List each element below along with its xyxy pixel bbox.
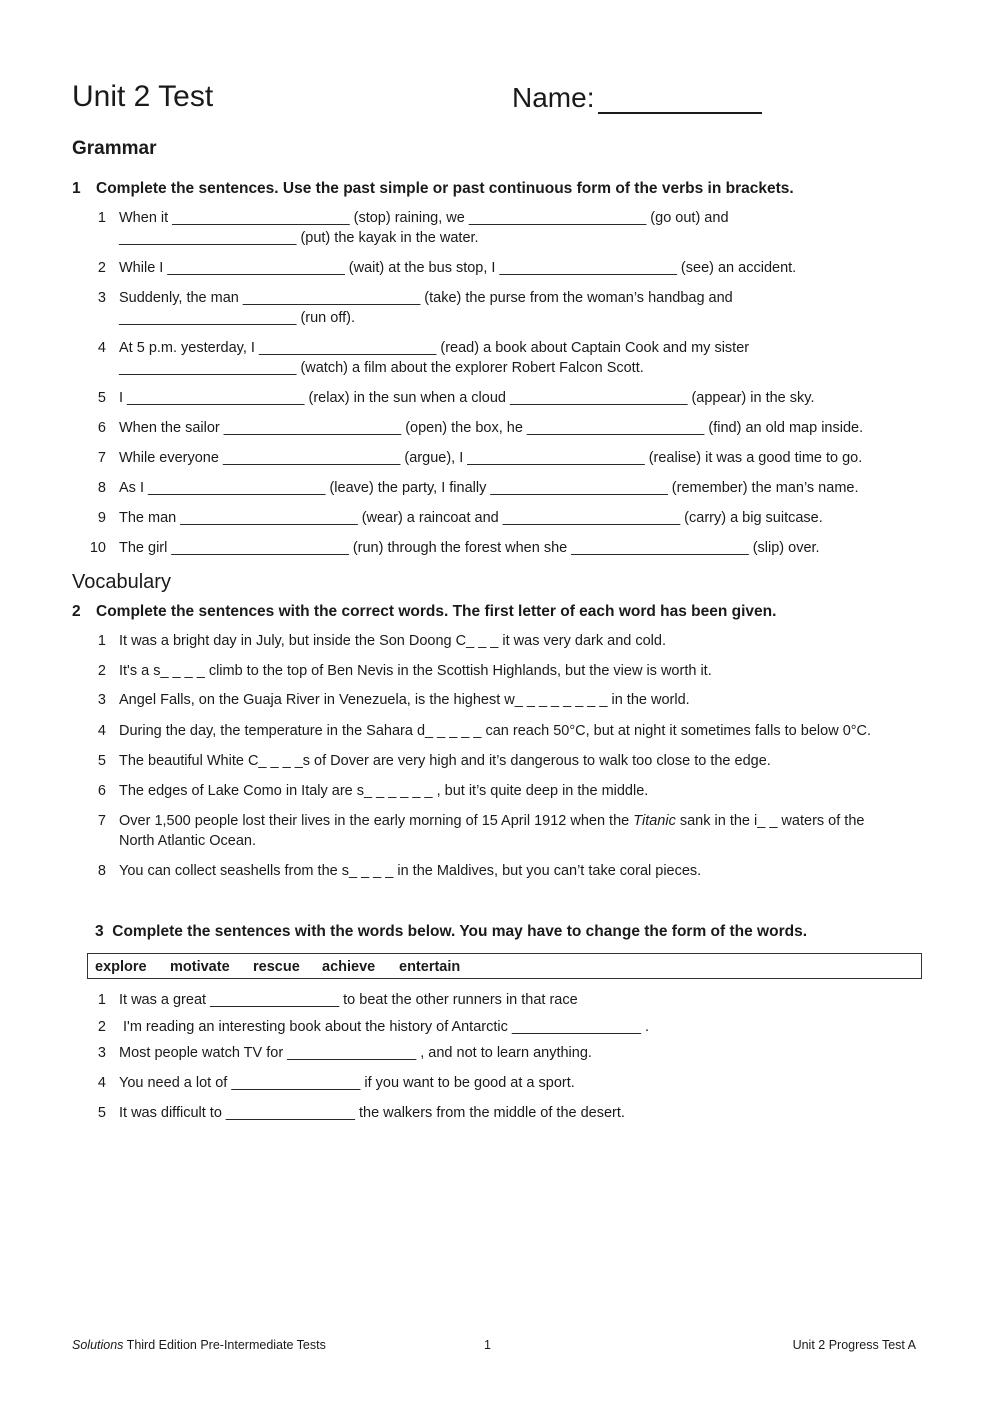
item-text: Angel Falls, on the Guaja River in Venezuela, is the highest w_ _ _ _ _ _ _ _ in the world. [119, 692, 690, 708]
word-box-word: rescue [253, 959, 300, 975]
item-text: The girl ______________________ (run) through the forest when she ______________________ (slip) over. [119, 540, 820, 556]
footer-page-number: 1 [484, 1338, 491, 1352]
exercise-3-text: Complete the sentences with the words below. You may have to change the form of the words. [112, 923, 807, 940]
item-number: 1 [97, 992, 106, 1008]
item-number: 6 [97, 783, 106, 799]
item-text-start: Over 1,500 people lost their lives in the early morning of 15 April 1912 when the [119, 813, 634, 829]
exercise-2-number: 2 [72, 603, 81, 620]
item-text: Most people watch TV for ________________ , and not to learn anything. [119, 1045, 592, 1061]
item-text: It was difficult to ________________ the walkers from the middle of the desert. [119, 1105, 625, 1121]
name-answer-line[interactable] [598, 112, 762, 114]
exercise-2-text: Complete the sentences with the correct words. The first letter of each word has been given. [96, 603, 777, 620]
item-number: 4 [97, 340, 106, 356]
item-text: The man ______________________ (wear) a raincoat and ______________________ (carry) a big suitcase. [119, 510, 823, 526]
word-box-word: motivate [170, 959, 230, 975]
footer-book-italic: Solutions [72, 1338, 124, 1352]
item-text: You need a lot of ________________ if you want to be good at a sport. [119, 1075, 575, 1091]
item-number: 4 [97, 1075, 106, 1091]
item-number: 3 [97, 290, 106, 306]
name-label: Name: [512, 82, 595, 113]
word-box-word: explore [95, 959, 147, 975]
exercise-3-instruction [95, 923, 807, 941]
word-box-word: achieve [322, 959, 376, 975]
item-number: 3 [97, 1045, 106, 1061]
item-text: I'm reading an interesting book about the history of Antarctic ________________ . [119, 1019, 649, 1035]
item-text: You can collect seashells from the s_ _ _ _ in the Maldives, but you can’t take coral pieces. [119, 863, 702, 879]
item-text: At 5 p.m. yesterday, I ______________________ (read) a book about Captain Cook and my sister ______________________ (watch) a film about the explorer Robert Falcon Scott. [119, 340, 750, 376]
item-text: The edges of Lake Como in Italy are s_ _ _ _ _ _ , but it’s quite deep in the middle. [119, 783, 649, 799]
footer-book-title [72, 1338, 326, 1352]
exercise-1-instruction [72, 180, 794, 198]
vocabulary-heading: Vocabulary [72, 571, 171, 593]
item-text: When the sailor ______________________ (open) the box, he ______________________ (find) an old map inside. [119, 420, 864, 436]
exercise-1-text: Complete the sentences. Use the past simple or past continuous form of the verbs in brackets. [96, 180, 794, 197]
item-number: 5 [97, 753, 106, 769]
item-number: 10 [89, 540, 106, 556]
item-text: I ______________________ (relax) in the sun when a cloud ______________________ (appear) in the sky. [119, 390, 815, 406]
item-text: While everyone ______________________ (argue), I ______________________ (realise) it was a good time to go. [119, 450, 863, 466]
item-number: 2 [97, 663, 106, 679]
item-text: It was a bright day in July, but inside the Son Doong C_ _ _ it was very dark and cold. [119, 633, 666, 649]
item-text: While I ______________________ (wait) at the bus stop, I ______________________ (see) an accident. [119, 260, 797, 276]
item-number: 2 [97, 1019, 106, 1035]
exercise-1-number: 1 [72, 180, 81, 197]
item-text: During the day, the temperature in the Sahara d_ _ _ _ _ can reach 50°C, but at night it sometimes falls to below 0°C. [119, 723, 872, 739]
grammar-heading: Grammar [72, 138, 157, 159]
item-number: 1 [97, 210, 106, 226]
item-number: 7 [97, 450, 106, 466]
item-text: It was a great ________________ to beat the other runners in that race [119, 992, 578, 1008]
exercise-2-instruction [72, 603, 776, 621]
item-text: When it ______________________ (stop) raining, we ______________________ (go out) and ______________________ (put) the kayak in the water. [119, 210, 729, 246]
exercise-3-number: 3 [95, 923, 104, 940]
item-number: 5 [97, 1105, 106, 1121]
item-number: 1 [97, 633, 106, 649]
item-number: 8 [97, 480, 106, 496]
item-text: The beautiful White C_ _ _ _s of Dover are very high and it’s dangerous to walk too close to the edge. [119, 753, 771, 769]
ship-name: Titanic [633, 813, 676, 829]
item-text [119, 811, 919, 851]
item-text: As I ______________________ (leave) the party, I finally ______________________ (remember) the man’s name. [119, 480, 859, 496]
word-box [87, 953, 922, 979]
title-row [72, 80, 932, 124]
item-text: Suddenly, the man ______________________ (take) the purse from the woman’s handbag and ______________________ (run off). [119, 290, 733, 326]
word-box-word: entertain [399, 959, 461, 975]
item-number: 3 [97, 692, 106, 708]
item-number: 8 [97, 863, 106, 879]
item-text: It's a s_ _ _ _ climb to the top of Ben Nevis in the Scottish Highlands, but the view is worth it. [119, 663, 712, 679]
footer-book-rest: Third Edition Pre-Intermediate Tests [123, 1338, 326, 1352]
item-number: 2 [97, 260, 106, 276]
item-number: 5 [97, 390, 106, 406]
item-text-end: sank in the i_ _ waters of the North Atlantic Ocean. [119, 813, 865, 849]
page-title: Unit 2 Test [72, 80, 214, 113]
item-number: 7 [97, 813, 106, 829]
item-number: 4 [97, 723, 106, 739]
item-number: 9 [97, 510, 106, 526]
item-number: 6 [97, 420, 106, 436]
footer-test-name: Unit 2 Progress Test A [792, 1338, 916, 1352]
